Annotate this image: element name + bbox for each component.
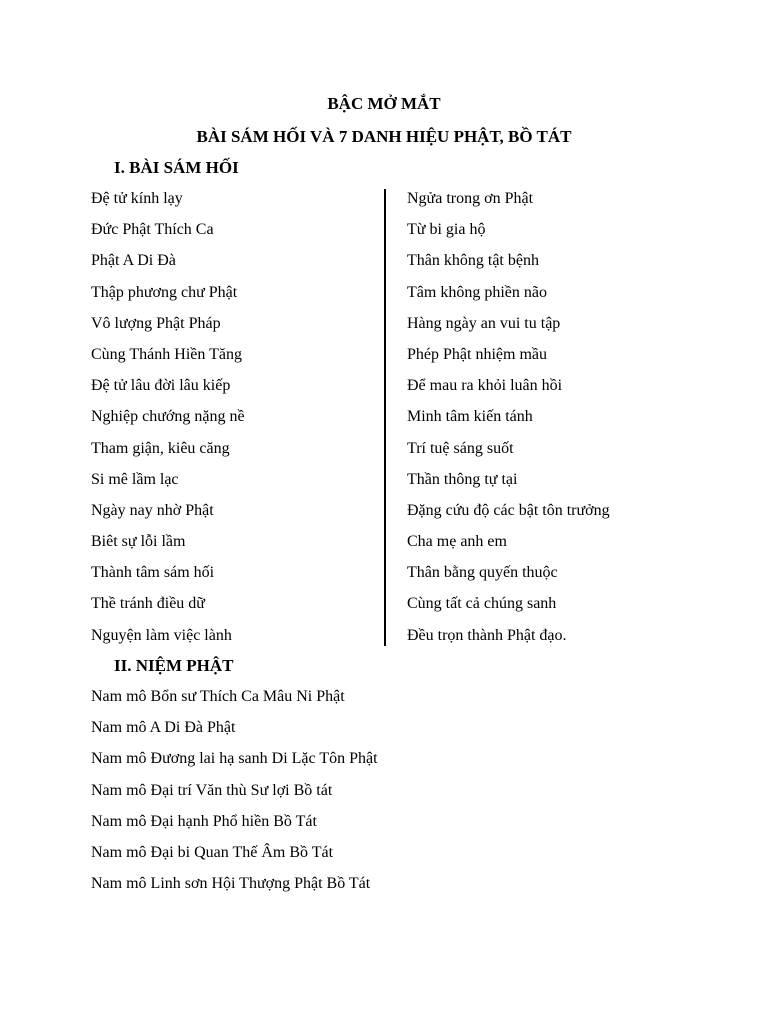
section-heading-sam-hoi: I. BÀI SÁM HỐI — [114, 158, 239, 177]
sam-hoi-right-column — [407, 188, 610, 656]
document-subtitle: BÀI SÁM HỐI VÀ 7 DANH HIỆU PHẬT, BỒ TÁT — [196, 127, 572, 146]
verse-line: Phép Phật nhiệm mầu — [407, 345, 547, 363]
column-divider — [384, 189, 386, 646]
verse-line: Đệ tử kính lạy — [91, 190, 183, 207]
prayer-line: Nam mô Đại hạnh Phổ hiền Bồ Tát — [91, 812, 317, 830]
verse-line: Thề tránh điều dữ — [91, 595, 205, 613]
verse-line: Đệ tử lâu đời lâu kiếp — [91, 377, 231, 395]
verse-line: Trí tuệ sáng suốt — [407, 439, 514, 457]
verse-line: Đức Phật Thích Ca — [91, 221, 214, 239]
verse-line: Ngửa trong ơn Phật — [407, 190, 534, 207]
verse-line: Biêt sự lỗi lầm — [91, 533, 186, 551]
verse-line: Từ bi gia hộ — [407, 221, 486, 239]
verse-line: Si mê lầm lạc — [91, 470, 179, 488]
prayer-line: Nam mô Đại bi Quan Thế Âm Bồ Tát — [91, 843, 334, 861]
verse-line: Phật A Di Đà — [91, 252, 176, 270]
verse-line: Thân bằng quyến thuộc — [407, 564, 558, 582]
verse-line: Hàng ngày an vui tu tập — [407, 314, 561, 332]
verse-line: Thập phương chư Phật — [91, 283, 238, 301]
prayer-line: Nam mô Đương lai hạ sanh Di Lặc Tôn Phật — [91, 750, 378, 768]
verse-line: Vô lượng Phật Pháp — [91, 314, 221, 332]
verse-line: Tham giận, kiêu căng — [91, 439, 230, 457]
verse-line: Tâm không phiền não — [407, 283, 547, 301]
verse-line: Cha mẹ anh em — [407, 533, 507, 551]
verse-line: Đặng cứu độ các bật tôn trưởng — [407, 501, 610, 519]
niem-phat-list — [91, 686, 378, 904]
verse-line: Nguyện làm việc lành — [91, 626, 232, 644]
sam-hoi-left-column — [91, 188, 245, 656]
prayer-line: Nam mô A Di Đà Phật — [91, 719, 236, 737]
verse-line: Thần thông tự tại — [407, 470, 518, 488]
prayer-line: Nam mô Bổn sư Thích Ca Mâu Ni Phật — [91, 688, 345, 705]
prayer-line: Nam mô Linh sơn Hội Thượng Phật Bồ Tát — [91, 875, 371, 893]
document-title: BẬC MỞ MẮT — [327, 94, 441, 113]
verse-line: Đều trọn thành Phật đạo. — [407, 626, 567, 644]
section-heading-niem-phat: II. NIỆM PHẬT — [114, 656, 234, 675]
verse-line: Thân không tật bệnh — [407, 252, 539, 270]
verse-line: Ngày nay nhờ Phật — [91, 501, 214, 519]
prayer-line: Nam mô Đại trí Văn thù Sư lợi Bồ tát — [91, 781, 333, 799]
verse-line: Nghiệp chướng nặng nề — [91, 408, 245, 426]
verse-line: Thành tâm sám hối — [91, 564, 215, 582]
verse-line: Cùng Thánh Hiền Tăng — [91, 345, 242, 363]
verse-line: Minh tâm kiến tánh — [407, 408, 533, 426]
verse-line: Để mau ra khỏi luân hồi — [407, 377, 563, 395]
verse-line: Cùng tất cả chúng sanh — [407, 595, 557, 613]
